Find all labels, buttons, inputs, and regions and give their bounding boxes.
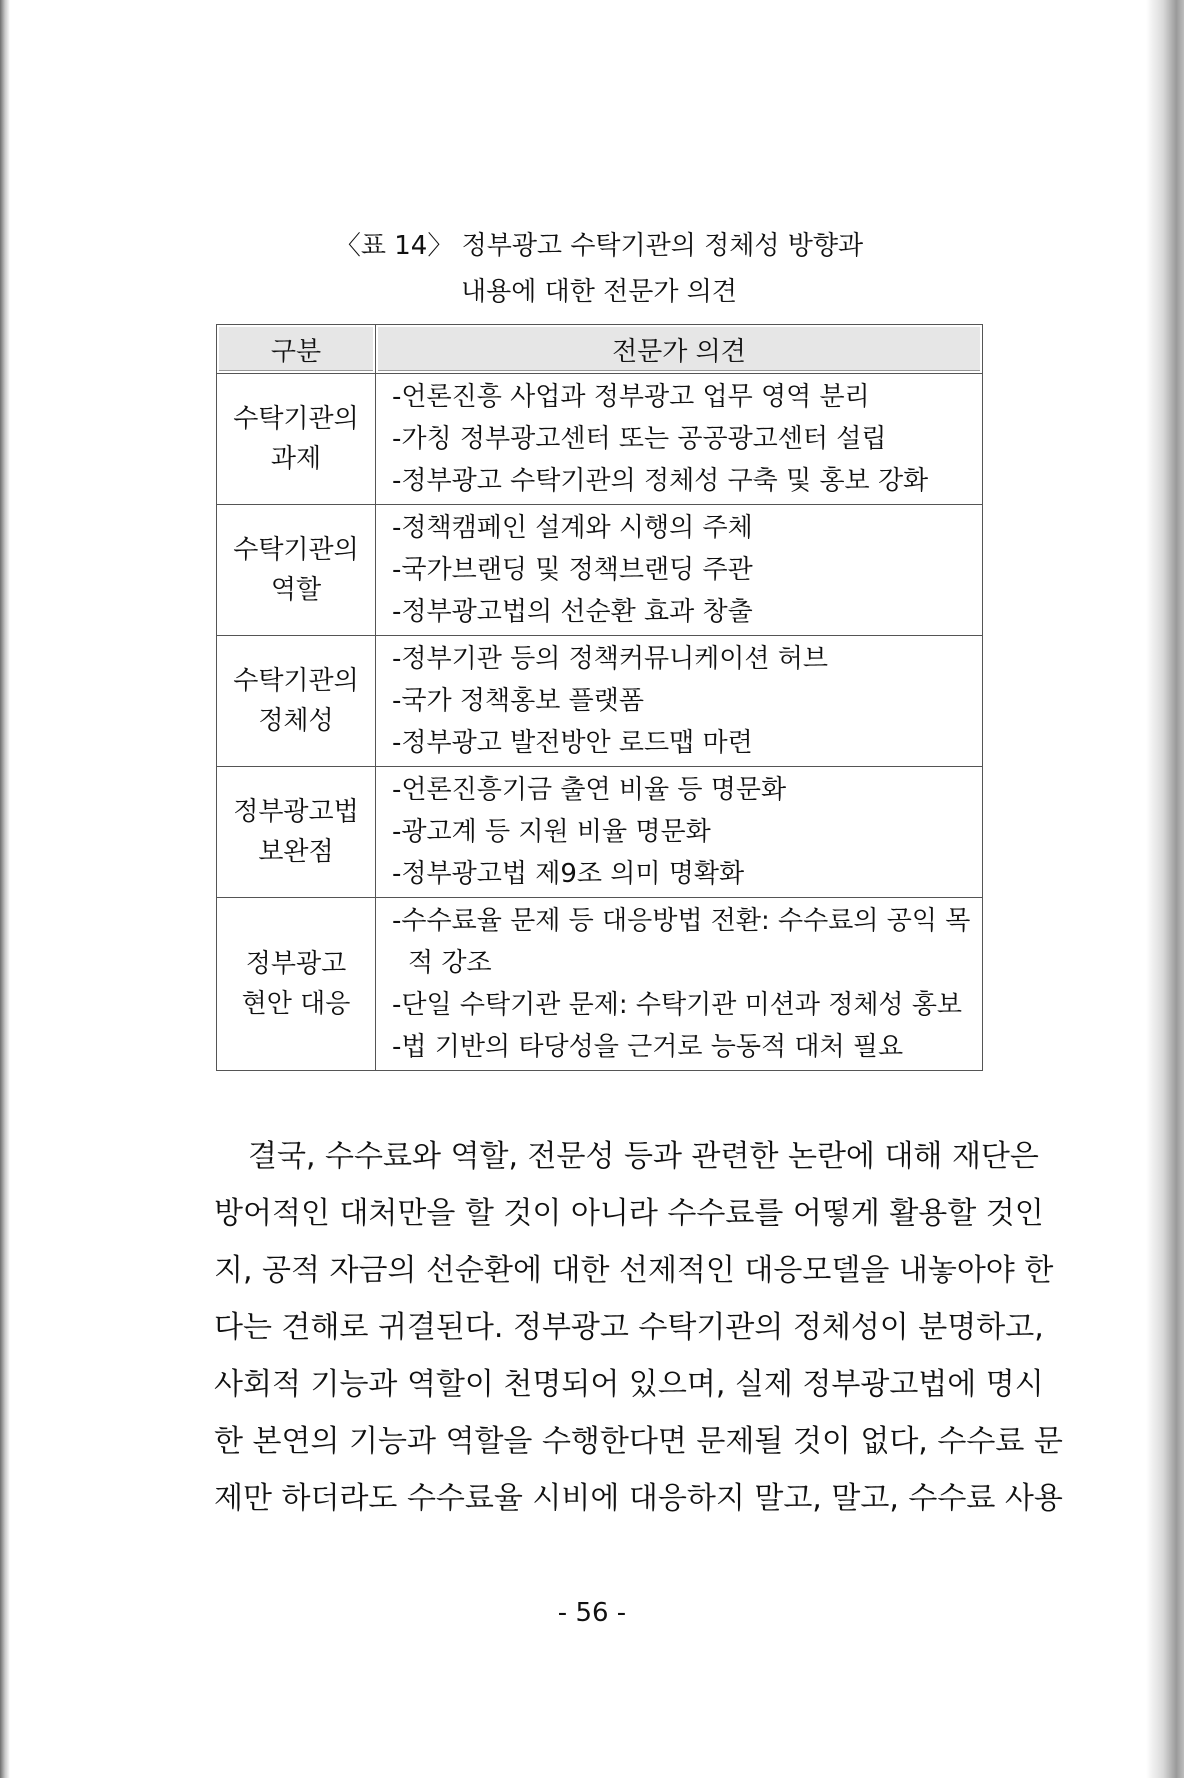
opinion-item: -정부광고법의 선순환 효과 창출	[392, 597, 753, 627]
opinion-item: -정부광고 수탁기관의 정체성 구축 및 홍보 강화	[392, 466, 929, 496]
body-line: 다는 견해로 귀결된다. 정부광고 수탁기관의 정체성이 분명하고,	[214, 1310, 1044, 1345]
row-opinions	[376, 505, 983, 636]
row-opinions	[376, 898, 983, 1071]
body-line: 한 본연의 기능과 역할을 수행한다면 문제될 것이 없다, 수수료 문	[214, 1424, 1063, 1459]
row-opinions	[376, 636, 983, 767]
page-number: - 56 -	[557, 1598, 627, 1628]
category-line: 정부광고법	[233, 797, 359, 827]
category-line: 정부광고	[245, 949, 347, 979]
opinion-item: -광고계 등 지원 비율 명문화	[392, 817, 711, 847]
opinion-item: -국가 정책홍보 플랫폼	[392, 686, 644, 716]
table-caption-line2: 내용에 대한 전문가 의견	[461, 277, 737, 307]
opinion-item: -정부광고 발전방안 로드맵 마련	[392, 728, 753, 758]
table-row	[217, 505, 983, 636]
table-row	[217, 374, 983, 505]
row-opinions	[376, 767, 983, 898]
opinion-item: -국가브랜딩 및 정책브랜딩 주관	[392, 555, 753, 585]
page-edge-shadow	[1146, 0, 1184, 1778]
body-line: 방어적인 대처만을 할 것이 아니라 수수료를 어떻게 활용할 것인	[214, 1196, 1044, 1231]
opinion-item: -단일 수탁기관 문제: 수탁기관 미션과 정체성 홍보	[392, 990, 963, 1020]
category-line: 현안 대응	[241, 989, 351, 1019]
body-line: 제만 하더라도 수수료율 시비에 대응하지 말고, 말고, 수수료 사용	[214, 1481, 1063, 1516]
table-row	[217, 767, 983, 898]
opinion-item-continuation: 적 강조	[408, 948, 492, 978]
category-line: 역할	[270, 575, 322, 605]
opinion-item: -정부기관 등의 정책커뮤니케이션 허브	[392, 644, 829, 674]
opinion-item: -정책캠페인 설계와 시행의 주체	[392, 513, 753, 543]
table-row	[217, 636, 983, 767]
opinion-item: -언론진흥 사업과 정부광고 업무 영역 분리	[392, 382, 870, 412]
row-category	[217, 767, 376, 898]
body-line: 결국, 수수료와 역할, 전문성 등과 관련한 논란에 대해 재단은	[248, 1139, 1039, 1174]
opinion-item: -정부광고법 제9조 의미 명확화	[392, 859, 745, 889]
opinion-item: -가칭 정부광고센터 또는 공공광고센터 설립	[392, 424, 887, 454]
category-line: 보완점	[258, 837, 334, 867]
row-opinions	[376, 374, 983, 505]
category-line: 수탁기관의	[233, 535, 359, 565]
body-paragraph	[214, 1128, 1063, 1527]
category-line: 정체성	[258, 706, 334, 736]
page-edge-left	[0, 0, 10, 1778]
row-category	[217, 898, 376, 1071]
row-category	[217, 374, 376, 505]
body-line: 지, 공적 자금의 선순환에 대한 선제적인 대응모델을 내놓아야 한	[214, 1253, 1054, 1288]
table-header-row	[217, 325, 983, 374]
opinion-item: -수수료율 문제 등 대응방법 전환: 수수료의 공익 목	[392, 906, 971, 936]
category-line: 과제	[270, 444, 322, 474]
row-category	[217, 505, 376, 636]
table-caption-line1: 〈표 14〉 정부광고 수탁기관의 정체성 방향과	[334, 231, 864, 261]
header-category: 구분	[217, 325, 376, 374]
category-line: 수탁기관의	[233, 666, 359, 696]
table-row	[217, 898, 983, 1071]
body-line: 사회적 기능과 역할이 천명되어 있으며, 실제 정부광고법에 명시	[214, 1367, 1044, 1402]
category-line: 수탁기관의	[233, 404, 359, 434]
opinion-item: -언론진흥기금 출연 비율 등 명문화	[392, 775, 787, 805]
header-opinion: 전문가 의견	[376, 325, 983, 374]
expert-opinion-table	[216, 324, 983, 1071]
opinion-item: -법 기반의 타당성을 근거로 능동적 대처 필요	[392, 1032, 904, 1062]
row-category	[217, 636, 376, 767]
